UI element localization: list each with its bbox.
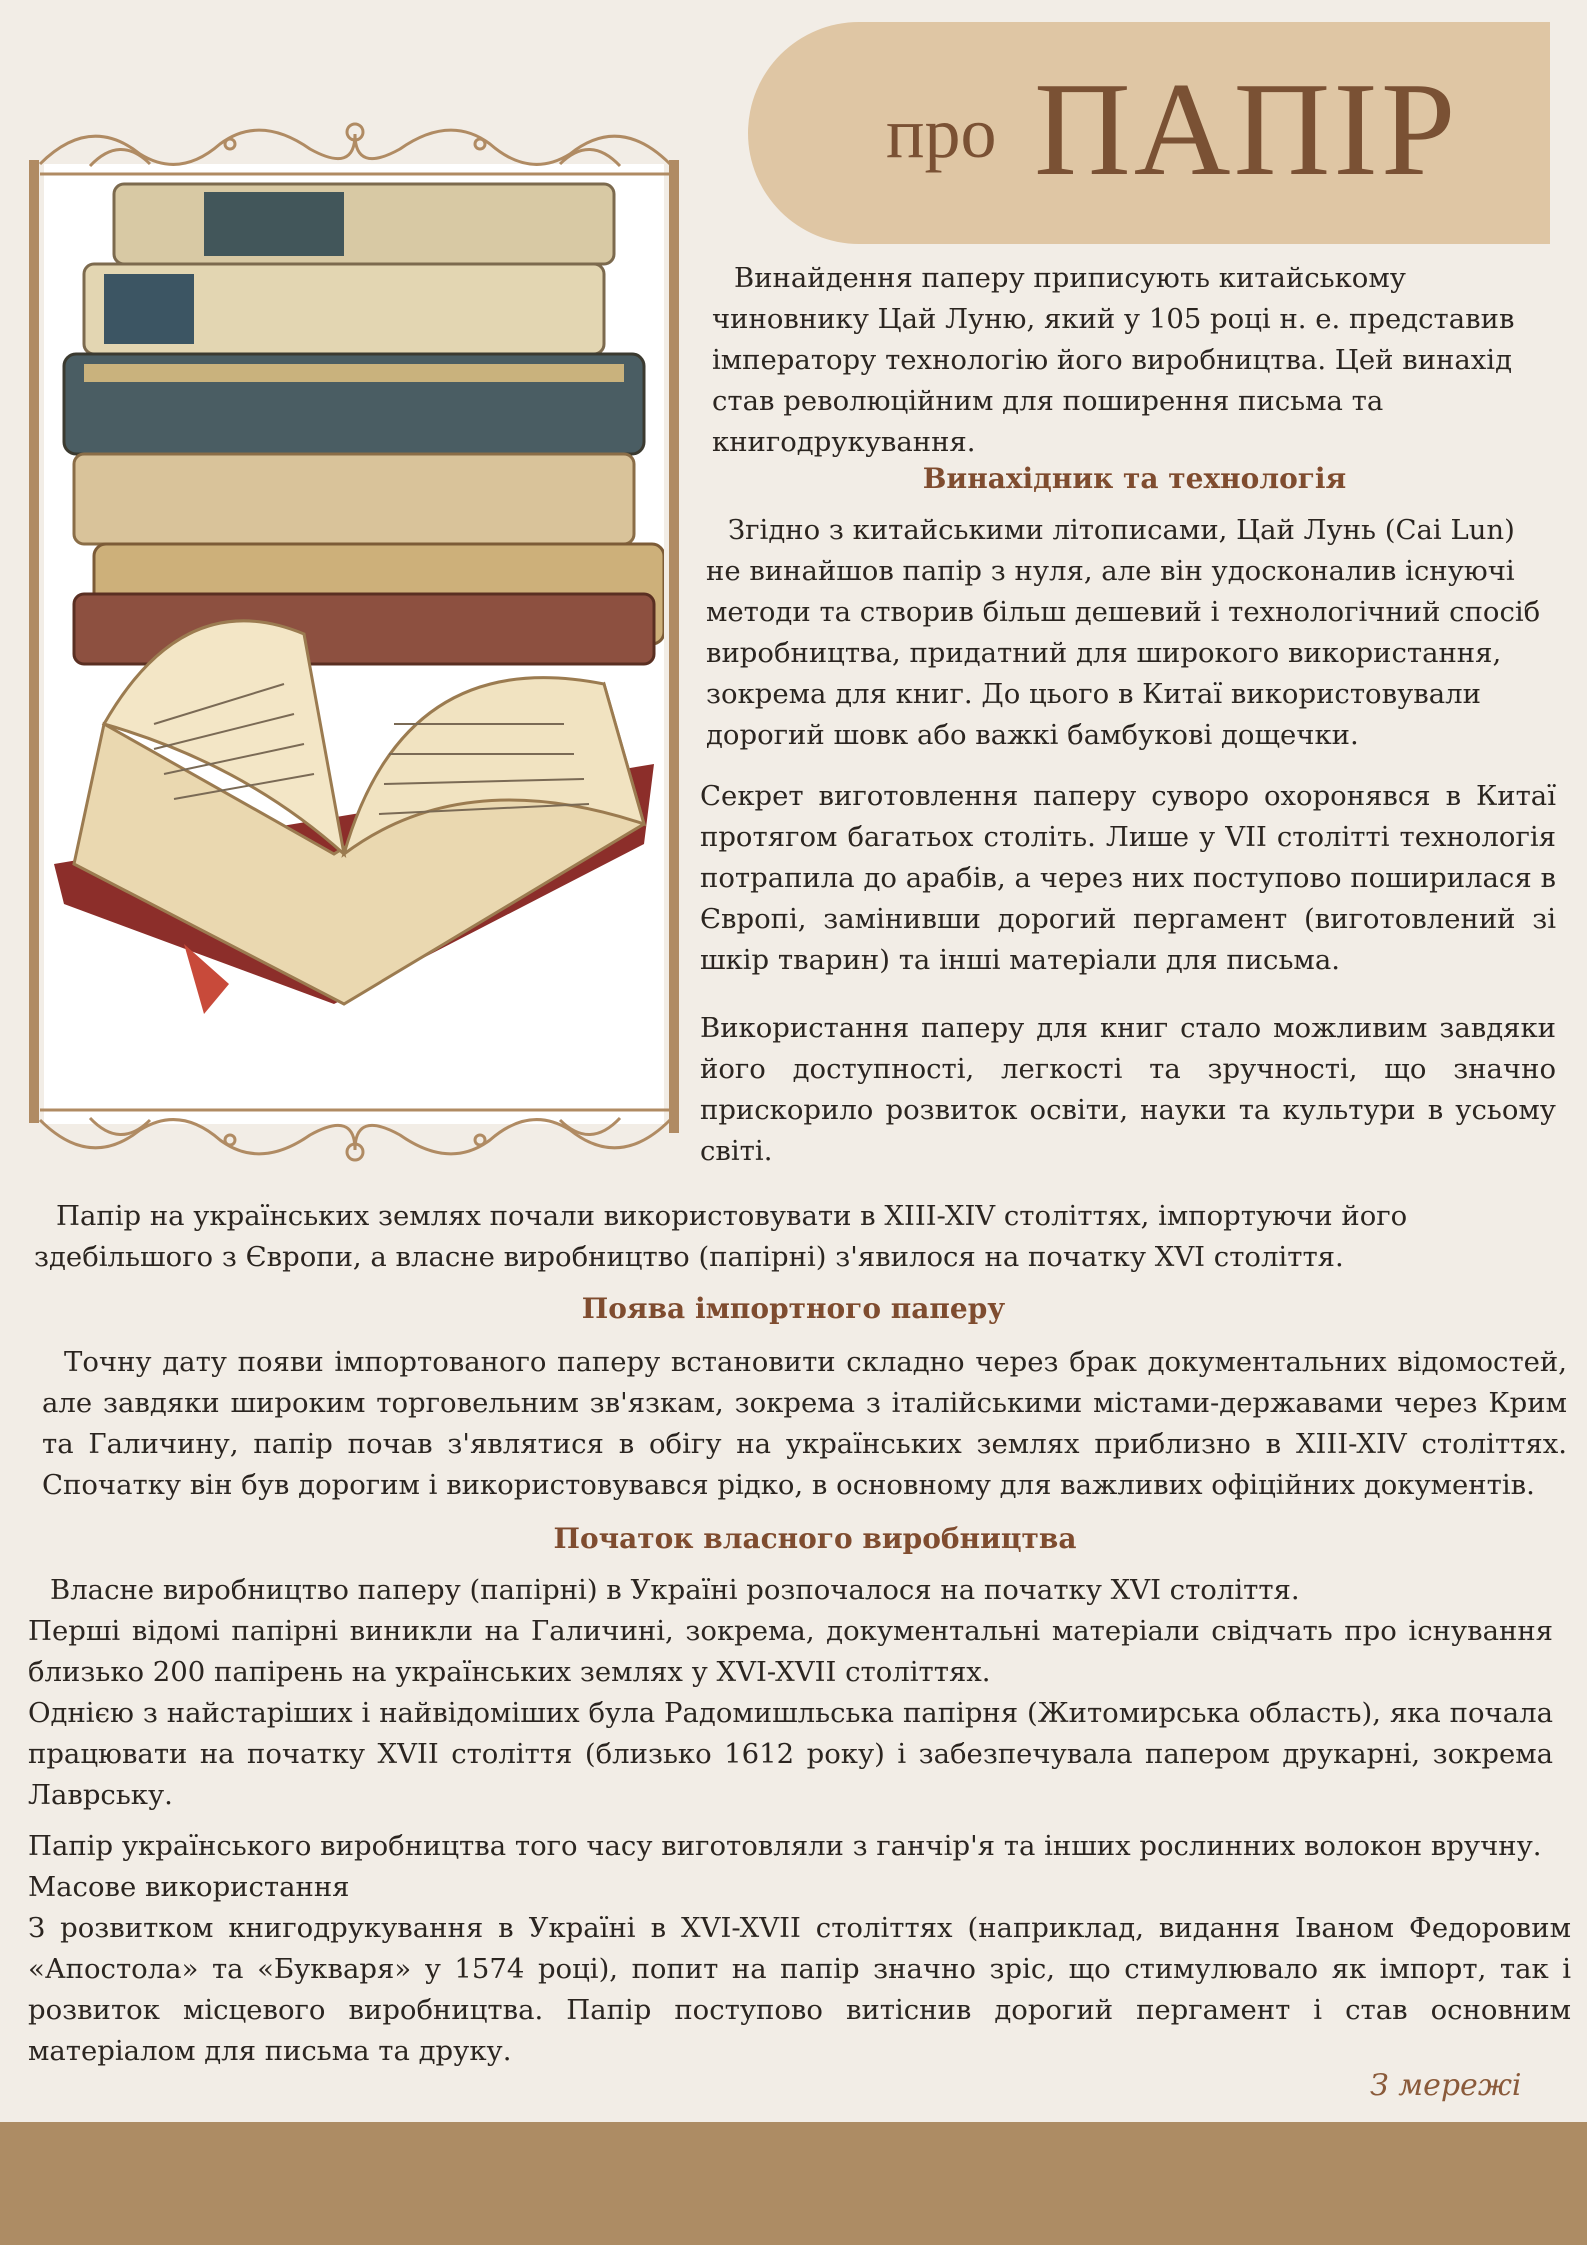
ornament-bottom	[30, 1100, 680, 1180]
page-title: ПАПІР	[1034, 55, 1459, 203]
footer-bar	[0, 2122, 1587, 2245]
ukraine-intro-paragraph: Папір на українських землях почали використовувати в XIII-XIV століттях, імпортуючи його здебільшого з Європи, а власне виробництво (папірні) з'явилося на початку XVI століття.	[34, 1200, 1408, 1273]
production-line-2: Перші відомі папірні виникли на Галичині, зокрема, документальні матеріали свідчать про існування близько 200 папірень на українських землях у XVI-XVII століттях.	[28, 1615, 1553, 1688]
production-line-4: Папір українського виробництва того часу виготовляли з ганчір'я та інших рослинних волокон вручну.	[28, 1830, 1542, 1862]
section-heading-production: Початок власного виробництва	[553, 1522, 1077, 1555]
section-heading-import: Поява імпортного паперу	[581, 1292, 1006, 1325]
production-line-6: З розвитком книгодрукування в Україні в XVI-XVII століттях (наприклад, видання Іваном Федоровим «Апостола» та «Букваря» у 1574 році), попит на папір значно зріс, що стимулювало як імпорт, так і розвиток місцевого виробництва. Папір поступово витіснив дорогий пергамент і став основним матеріалом для письма та друку.	[28, 1912, 1571, 2067]
intro-paragraph: Винайдення паперу приписують китайському чиновнику Цай Луню, який у 105 році н. е. представив імператору технологію його виробництва. Цей винахід став революційним для поширення письма та книгодрукування.	[712, 262, 1515, 458]
import-paragraph: Точну дату появи імпортованого паперу встановити складно через брак документальних відомостей, але завдяки широким торговельним зв'язкам, зокрема з італійськими містами-державами через Крим та Галичину, папір почав з'являтися в обігу на українських землях приблизно в XIII-XIV століттях. Спочатку він був дорогим і використовувався рідко, в основному для важливих офіційних документів.	[42, 1346, 1567, 1501]
production-line-3: Однією з найстаріших і найвідоміших була Радомишльська папірня (Житомирська область), яка почала працювати на початку XVII століття (близько 1612 року) і забезпечувала папером друкарні, зокрема Лаврську.	[28, 1697, 1553, 1811]
frame-bar-left	[29, 160, 39, 1123]
section-heading-inventor: Винахідник та технологія	[922, 462, 1347, 495]
mass-usage-label: Масове використання	[28, 1871, 350, 1903]
source-credit: З мережі	[1370, 2068, 1522, 2103]
production-line-1: Власне виробництво паперу (папірні) в Україні розпочалося на початку XVI століття.	[50, 1574, 1300, 1606]
usage-paragraph: Використання паперу для книг стало можливим завдяки його доступності, легкості та зручності, що значно прискорило розвиток освіти, науки та культури в усьому світі.	[700, 1012, 1556, 1167]
secret-paragraph: Секрет виготовлення паперу суворо охоронявся в Китаї протягом багатьох століть. Лише у VII столітті технологія потрапила до арабів, а через них поступово поширилася в Європі, замінивши дорогий пергамент (виготовлений зі шкір тварин) та інші матеріали для письма.	[700, 780, 1556, 976]
frame-bar-right	[669, 160, 679, 1133]
stacked-books-illustration	[44, 164, 664, 1124]
inventor-paragraph: Згідно з китайськими літописами, Цай Лунь (Cai Lun) не винайшов папір з нуля, але він удосконалив існуючі методи та створив більш дешевий і технологічний спосіб виробництва, придатний для широкого використання, зокрема для книг. До цього в Китаї використовували дорогий шовк або важкі бамбукові дощечки.	[706, 514, 1541, 751]
title-prefix: про	[886, 93, 997, 173]
